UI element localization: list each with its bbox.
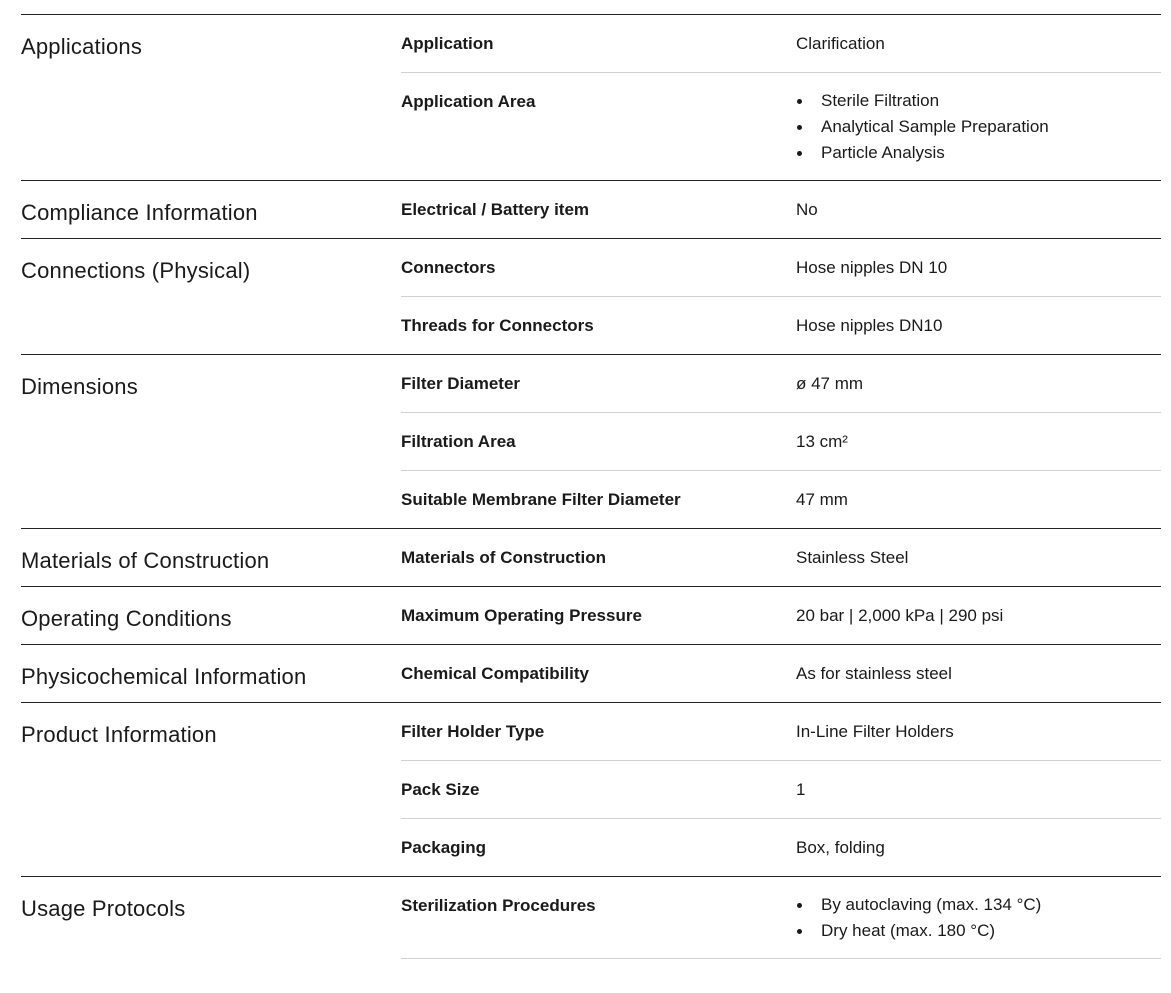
section-title: Product Information: [21, 722, 217, 747]
spec-label: Electrical / Battery item: [401, 200, 590, 219]
spec-row: [401, 355, 1161, 413]
spec-label: Connectors: [401, 258, 496, 277]
section-title: Connections (Physical): [21, 258, 251, 283]
spec-row: [401, 73, 1161, 180]
spec-label: Sterilization Procedures: [401, 896, 596, 915]
spec-label: Chemical Compatibility: [401, 664, 589, 683]
spec-label: Filter Diameter: [401, 374, 521, 393]
spec-row: [401, 645, 1161, 702]
section-title: Compliance Information: [21, 200, 258, 225]
section-rows: [401, 877, 1161, 959]
list-item: By autoclaving (max. 134 °C): [796, 892, 1161, 918]
spec-value: 47 mm: [796, 490, 848, 509]
spec-row: [401, 761, 1161, 819]
spec-row: [401, 181, 1161, 238]
spec-row: [401, 877, 1161, 959]
section-applications: [21, 15, 1161, 181]
spec-row: [401, 413, 1161, 471]
spec-value-list: [796, 877, 1161, 958]
spec-value: 20 bar | 2,000 kPa | 290 psi: [796, 606, 1004, 625]
spec-label: Packaging: [401, 838, 487, 857]
spec-row: [401, 587, 1161, 644]
spec-value: ø 47 mm: [796, 374, 864, 393]
section-usage-protocols: [21, 877, 1161, 959]
spec-value: Clarification: [796, 34, 885, 53]
section-product-information: [21, 703, 1161, 877]
list-item: Dry heat (max. 180 °C): [796, 918, 1161, 944]
section-operating-conditions: [21, 587, 1161, 645]
spec-value: Stainless Steel: [796, 548, 909, 567]
list-item: Analytical Sample Preparation: [796, 114, 1161, 140]
section-title: Physicochemical Information: [21, 664, 307, 689]
spec-label: Filtration Area: [401, 432, 516, 451]
spec-label: Application Area: [401, 92, 536, 111]
section-rows: [401, 15, 1161, 180]
section-rows: [401, 645, 1161, 702]
spec-row: [401, 471, 1161, 528]
spec-label: Pack Size: [401, 780, 480, 799]
list-item: Particle Analysis: [796, 140, 1161, 166]
section-rows: [401, 703, 1161, 876]
section-connections-physical: [21, 239, 1161, 355]
spec-value: Hose nipples DN10: [796, 316, 943, 335]
section-rows: [401, 587, 1161, 644]
spec-value: Box, folding: [796, 838, 885, 857]
list-item: Sterile Filtration: [796, 88, 1161, 114]
spec-row: [401, 239, 1161, 297]
section-title: Operating Conditions: [21, 606, 232, 631]
section-physicochemical-information: [21, 645, 1161, 703]
spec-label: Maximum Operating Pressure: [401, 606, 642, 625]
spec-value: No: [796, 200, 818, 219]
spec-value: In-Line Filter Holders: [796, 722, 954, 741]
section-rows: [401, 181, 1161, 238]
spec-row: [401, 297, 1161, 354]
spec-value: 13 cm²: [796, 432, 848, 451]
spec-label: Suitable Membrane Filter Diameter: [401, 490, 681, 509]
section-compliance-information: [21, 181, 1161, 239]
section-materials-of-construction: [21, 529, 1161, 587]
section-dimensions: [21, 355, 1161, 529]
spec-row: [401, 819, 1161, 876]
bullet-list: [796, 892, 1161, 944]
spec-row: [401, 529, 1161, 586]
section-rows: [401, 355, 1161, 528]
spec-row: [401, 703, 1161, 761]
spec-value-list: [796, 73, 1161, 180]
spec-label: Filter Holder Type: [401, 722, 545, 741]
specifications-table: [21, 14, 1161, 959]
spec-row: [401, 15, 1161, 73]
spec-label: Application: [401, 34, 494, 53]
section-title: Applications: [21, 34, 143, 59]
section-title: Dimensions: [21, 374, 138, 399]
spec-value: Hose nipples DN 10: [796, 258, 948, 277]
section-title: Usage Protocols: [21, 896, 186, 921]
bullet-list: [796, 88, 1161, 166]
spec-label: Materials of Construction: [401, 548, 606, 567]
spec-value: 1: [796, 780, 806, 799]
spec-value: As for stainless steel: [796, 664, 952, 683]
spec-label: Threads for Connectors: [401, 316, 594, 335]
section-title: Materials of Construction: [21, 548, 270, 573]
section-rows: [401, 529, 1161, 586]
section-rows: [401, 239, 1161, 354]
